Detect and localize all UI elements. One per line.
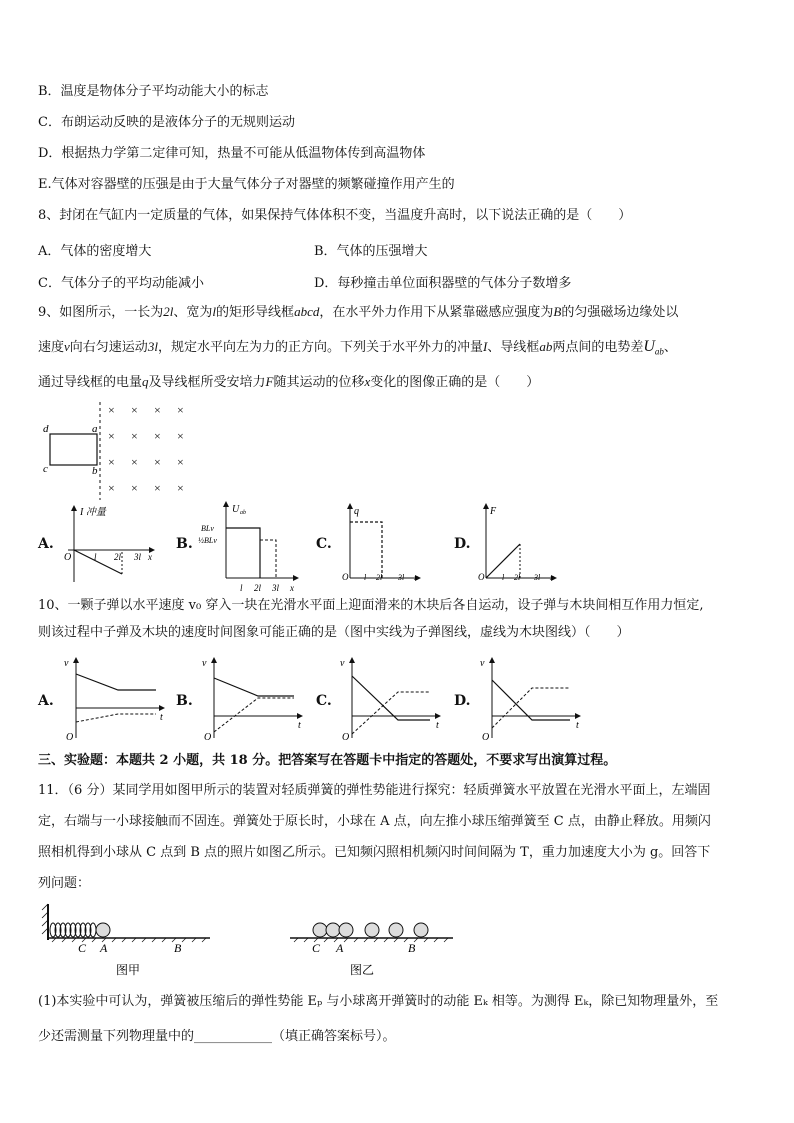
q9-stem-line2: 速度v向右匀速运动3l，规定水平向左为力的正方向。下列关于水平外力的冲量I、导线框ab两点间的电势差$U_{ab}$、	[38, 338, 677, 357]
svg-text:A: A	[100, 941, 108, 955]
svg-text:t: t	[298, 720, 301, 731]
q10-option-d-label: D.	[454, 693, 471, 709]
svg-text:q: q	[354, 506, 359, 517]
q7-option-d: D．根据热力学第二定律可知，热量不可能从低温物体传到高温物体	[38, 146, 426, 161]
frame-label-c: c	[43, 463, 48, 475]
figure-yi-strobe-photo	[288, 900, 458, 980]
svg-text:v: v	[64, 658, 69, 669]
svg-text:ab: ab	[240, 510, 246, 516]
frame-label-d: d	[43, 423, 49, 435]
svg-text:×: ×	[108, 481, 115, 495]
q9-option-c-label: C.	[316, 536, 332, 552]
svg-text:×: ×	[131, 403, 138, 417]
q9-graph-b	[196, 498, 302, 593]
svg-text:3l: 3l	[134, 552, 142, 562]
svg-text:x: x	[550, 573, 554, 582]
svg-text:×: ×	[154, 455, 161, 469]
svg-text:l: l	[240, 583, 243, 593]
svg-text:O: O	[342, 572, 349, 582]
q9-option-d-label: D.	[454, 536, 471, 552]
svg-text:x: x	[148, 552, 152, 562]
q9-stem-line3: 通过导线框的电量q及导线框所受安培力F随其运动的位移x变化的图像正确的是（ ）	[38, 374, 540, 390]
svg-text:I 冲量: I 冲量	[80, 507, 106, 518]
svg-text:×: ×	[131, 455, 138, 469]
figure-jia-caption: 图甲	[116, 963, 141, 977]
q8-option-c: C．气体分子的平均动能减小	[38, 276, 204, 291]
svg-text:t: t	[436, 720, 439, 731]
svg-text:3l: 3l	[534, 573, 541, 582]
q9-magnetic-field-figure	[38, 400, 198, 502]
svg-text:F: F	[490, 506, 497, 517]
svg-text:×: ×	[177, 455, 184, 469]
q11-stem-line4: 列问题：	[38, 876, 91, 891]
svg-text:×: ×	[131, 481, 138, 495]
q11-stem-line3: 照相机得到小球从 C 点到 B 点的照片如图乙所示。已知频闪照相机频闪时间间隔为 T，重力加速度大小为 g。回答下	[38, 845, 711, 860]
svg-text:l: l	[364, 573, 367, 582]
svg-text:U: U	[232, 504, 240, 515]
svg-text:×: ×	[177, 481, 184, 495]
svg-text:v: v	[340, 658, 345, 669]
q8-option-d: D．每秒撞击单位面积器壁的气体分子数增多	[314, 276, 572, 291]
svg-text:C: C	[312, 941, 321, 955]
q10-graph-b	[196, 654, 308, 742]
frame-label-a: a	[92, 423, 98, 435]
frame-label-b: b	[92, 465, 98, 477]
svg-text:B: B	[408, 941, 416, 955]
svg-text:v: v	[480, 658, 485, 669]
svg-text:O: O	[482, 732, 490, 743]
svg-text:O: O	[64, 552, 72, 563]
svg-text:×: ×	[177, 429, 184, 443]
svg-text:3l: 3l	[398, 573, 405, 582]
svg-text:BLv: BLv	[201, 524, 214, 533]
q9-graph-c	[336, 500, 422, 586]
q8-option-b: B．气体的压强增大	[314, 244, 428, 259]
q7-option-e: E.气体对容器壁的压强是由于大量气体分子对器壁的频繁碰撞作用产生的	[38, 177, 455, 192]
svg-text:×: ×	[154, 403, 161, 417]
svg-text:O: O	[204, 732, 212, 743]
svg-text:A: A	[336, 941, 344, 955]
q9-option-b-label: B.	[176, 536, 193, 552]
svg-text:x: x	[290, 583, 294, 593]
svg-text:×: ×	[131, 429, 138, 443]
svg-text:3l: 3l	[272, 583, 280, 593]
q11-sub1-line2: 少还需测量下列物理量中的____________（填正确答案标号）。	[38, 1029, 396, 1044]
conducting-frame	[50, 434, 97, 465]
q10-graph-d	[474, 654, 586, 742]
field-crosses	[108, 403, 184, 495]
svg-text:l: l	[502, 573, 505, 582]
q9-graph-a	[60, 502, 160, 584]
q10-stem-line1: 10、一颗子弹以水平速度 v₀ 穿入一块在光滑水平面上迎面滑来的木块后各自运动，设子弹与木块间相互作用力恒定,	[38, 598, 704, 613]
strobe-balls	[313, 923, 428, 937]
figure-yi-caption: 图乙	[350, 963, 375, 977]
section-3-heading: 三、实验题：本题共 2 小题，共 18 分。把答案写在答题卡中指定的答题处，不要求写出演算过程。	[38, 753, 617, 768]
svg-text:2l: 2l	[114, 552, 122, 562]
q10-option-c-label: C.	[316, 693, 332, 709]
svg-text:2l: 2l	[254, 583, 262, 593]
q9-stem-line1: 9、如图所示，一长为2l、宽为l的矩形导线框abcd，在水平外力作用下从紧靠磁感应强度为B的匀强磁场边缘处以	[38, 304, 679, 320]
q11-stem-line1: 11．（6 分）某同学用如图甲所示的装置对轻质弹簧的弹性势能进行探究：轻质弹簧水平放置在光滑水平面上，左端固	[38, 783, 711, 798]
svg-text:×: ×	[154, 429, 161, 443]
svg-text:×: ×	[154, 481, 161, 495]
q9-option-a-label: A.	[38, 536, 54, 552]
q10-stem-line2: 则该过程中子弹及木块的速度时间图象可能正确的是（图中实线为子弹图线，虚线为木块图线）（ ）	[38, 625, 630, 640]
svg-text:O: O	[66, 732, 74, 743]
q8-stem: 8、封闭在气缸内一定质量的气体，如果保持气体体积不变，当温度升高时，以下说法正确的是（ ）	[38, 208, 632, 223]
compressed-spring	[50, 923, 96, 937]
q9-graph-d	[474, 500, 560, 586]
q10-option-b-label: B.	[176, 693, 193, 709]
svg-text:t: t	[160, 712, 163, 723]
svg-text:×: ×	[108, 403, 115, 417]
svg-text:t: t	[576, 720, 579, 731]
svg-text:v: v	[202, 658, 207, 669]
svg-text:O: O	[342, 732, 350, 743]
svg-text:×: ×	[108, 429, 115, 443]
q10-graph-a	[58, 654, 170, 742]
svg-text:l: l	[94, 552, 97, 562]
svg-text:2l: 2l	[514, 573, 521, 582]
ball	[96, 923, 110, 937]
svg-text:B: B	[174, 941, 182, 955]
q7-option-b: B．温度是物体分子平均动能大小的标志	[38, 84, 269, 99]
svg-text:x: x	[414, 573, 418, 582]
svg-text:×: ×	[177, 403, 184, 417]
svg-text:½BLv: ½BLv	[198, 536, 217, 545]
q10-option-a-label: A.	[38, 693, 54, 709]
svg-text:2l: 2l	[376, 573, 383, 582]
q11-stem-line2: 定，右端与一小球接触而不固连。弹簧处于原长时，小球在 A 点，向左推小球压缩弹簧至 C 点，由静止释放。用频闪	[38, 814, 711, 829]
q10-graph-c	[334, 654, 446, 742]
q11-sub1-line1: (1)本实验中可认为，弹簧被压缩后的弹性势能 Eₚ 与小球离开弹簧时的动能 Eₖ 相等。为测得 Eₖ，除已知物理量外，至	[38, 994, 719, 1009]
figure-jia-spring-apparatus	[38, 900, 218, 980]
q8-option-a: A．气体的密度增大	[38, 244, 152, 259]
svg-text:×: ×	[108, 455, 115, 469]
q7-option-c: C．布朗运动反映的是液体分子的无规则运动	[38, 115, 295, 130]
svg-text:C: C	[78, 941, 87, 955]
svg-text:O: O	[478, 572, 485, 582]
